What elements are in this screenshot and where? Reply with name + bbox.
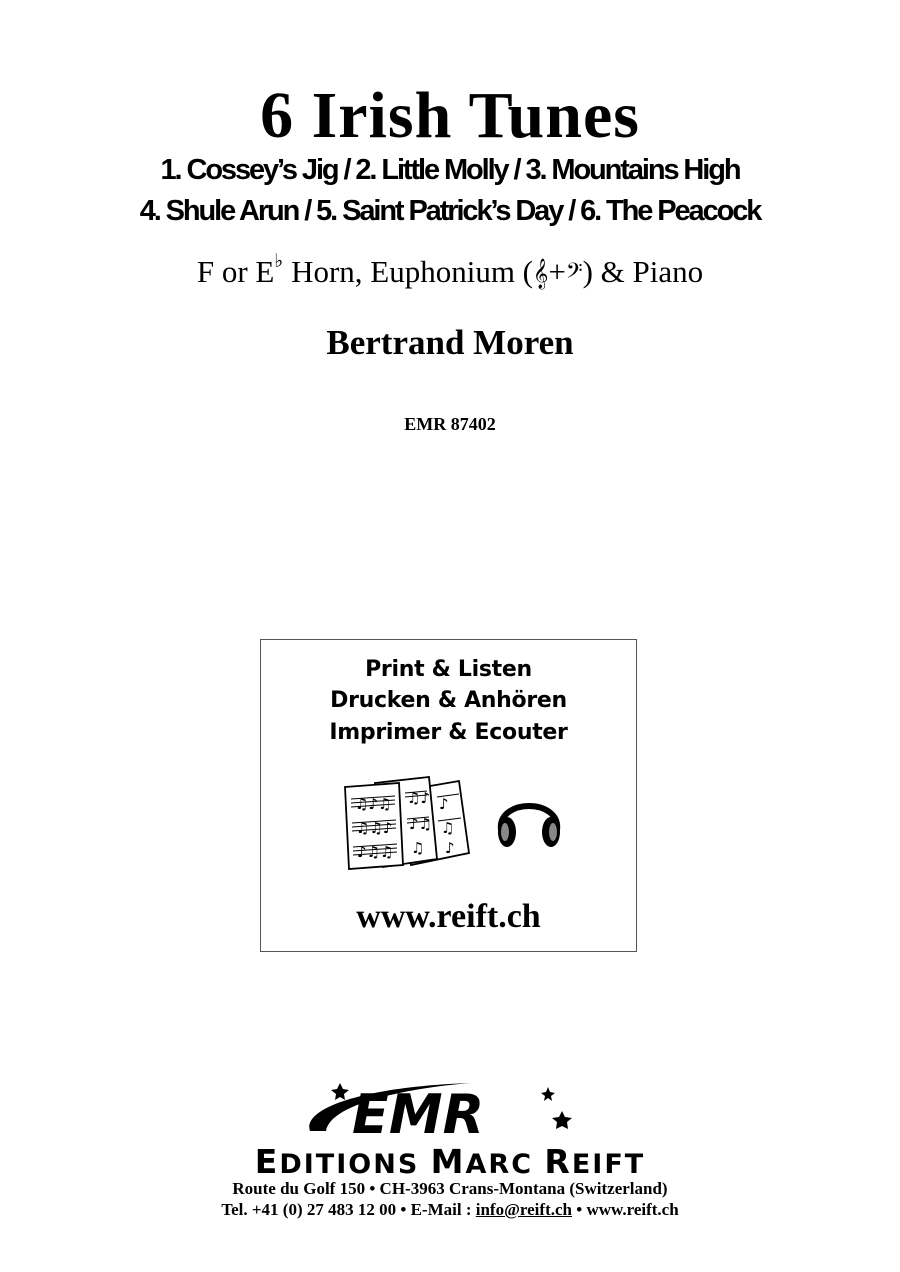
publisher-address: Route du Golf 150 • CH-3963 Crans-Montana (Switzerland)	[232, 1179, 668, 1198]
composer-name: Bertrand Moren	[326, 323, 574, 362]
publisher-name: EDITIONS MARC REIFT	[254, 1142, 646, 1181]
promo-website-link[interactable]: www.reift.ch	[356, 898, 541, 935]
svg-text:♪♫♫: ♪♫♫	[357, 843, 394, 861]
publisher-contact	[0, 1200, 900, 1220]
contact-separator: •	[571, 1200, 587, 1219]
catalog-code: EMR 87402	[404, 414, 496, 434]
website-link[interactable]: www.reift.ch	[586, 1200, 679, 1219]
svg-text:♫: ♫	[441, 819, 455, 837]
svg-text:♫♫♪: ♫♫♪	[356, 819, 393, 837]
svg-text:♪: ♪	[439, 795, 449, 813]
tune-list-line-1: 1. Cossey’s Jig / 2. Little Molly / 3. Mountains High	[160, 154, 740, 186]
emr-logo-text: EMR	[352, 1083, 485, 1143]
svg-text:♫: ♫	[411, 839, 425, 857]
instr-text-b: Horn, Euphonium (	[283, 254, 534, 289]
promo-line-en: Print & Listen	[365, 657, 532, 682]
print-listen-box[interactable]	[260, 639, 637, 952]
tune-list-line-2: 4. Shule Arun / 5. Saint Patrick’s Day / 6. The Peacock	[139, 195, 761, 227]
emr-logo	[300, 1075, 590, 1143]
instrumentation	[0, 251, 900, 290]
bass-clef-icon: 𝄢	[565, 259, 583, 289]
svg-text:♪: ♪	[445, 839, 455, 857]
headphones-icon	[493, 780, 565, 860]
svg-text:♫♪♫: ♫♪♫	[355, 795, 392, 813]
email-link[interactable]: info@reift.ch	[475, 1200, 572, 1219]
instr-text-c: ) & Piano	[582, 254, 704, 289]
phone-text: Tel. +41 (0) 27 483 12 00 • E-Mail :	[221, 1200, 476, 1219]
instr-plus: +	[548, 254, 566, 289]
flat-sign: ♭	[274, 251, 284, 272]
instr-text-a: F or E	[196, 254, 275, 289]
promo-line-fr: Imprimer & Ecouter	[329, 720, 568, 745]
promo-line-de: Drucken & Anhören	[330, 688, 567, 713]
score-title: 6 Irish Tunes	[260, 79, 640, 152]
svg-text:♪♫: ♪♫	[409, 815, 433, 833]
treble-clef-icon: 𝄞	[533, 259, 549, 289]
sheet-music-icon	[341, 773, 471, 873]
svg-text:♫♪: ♫♪	[407, 789, 431, 807]
